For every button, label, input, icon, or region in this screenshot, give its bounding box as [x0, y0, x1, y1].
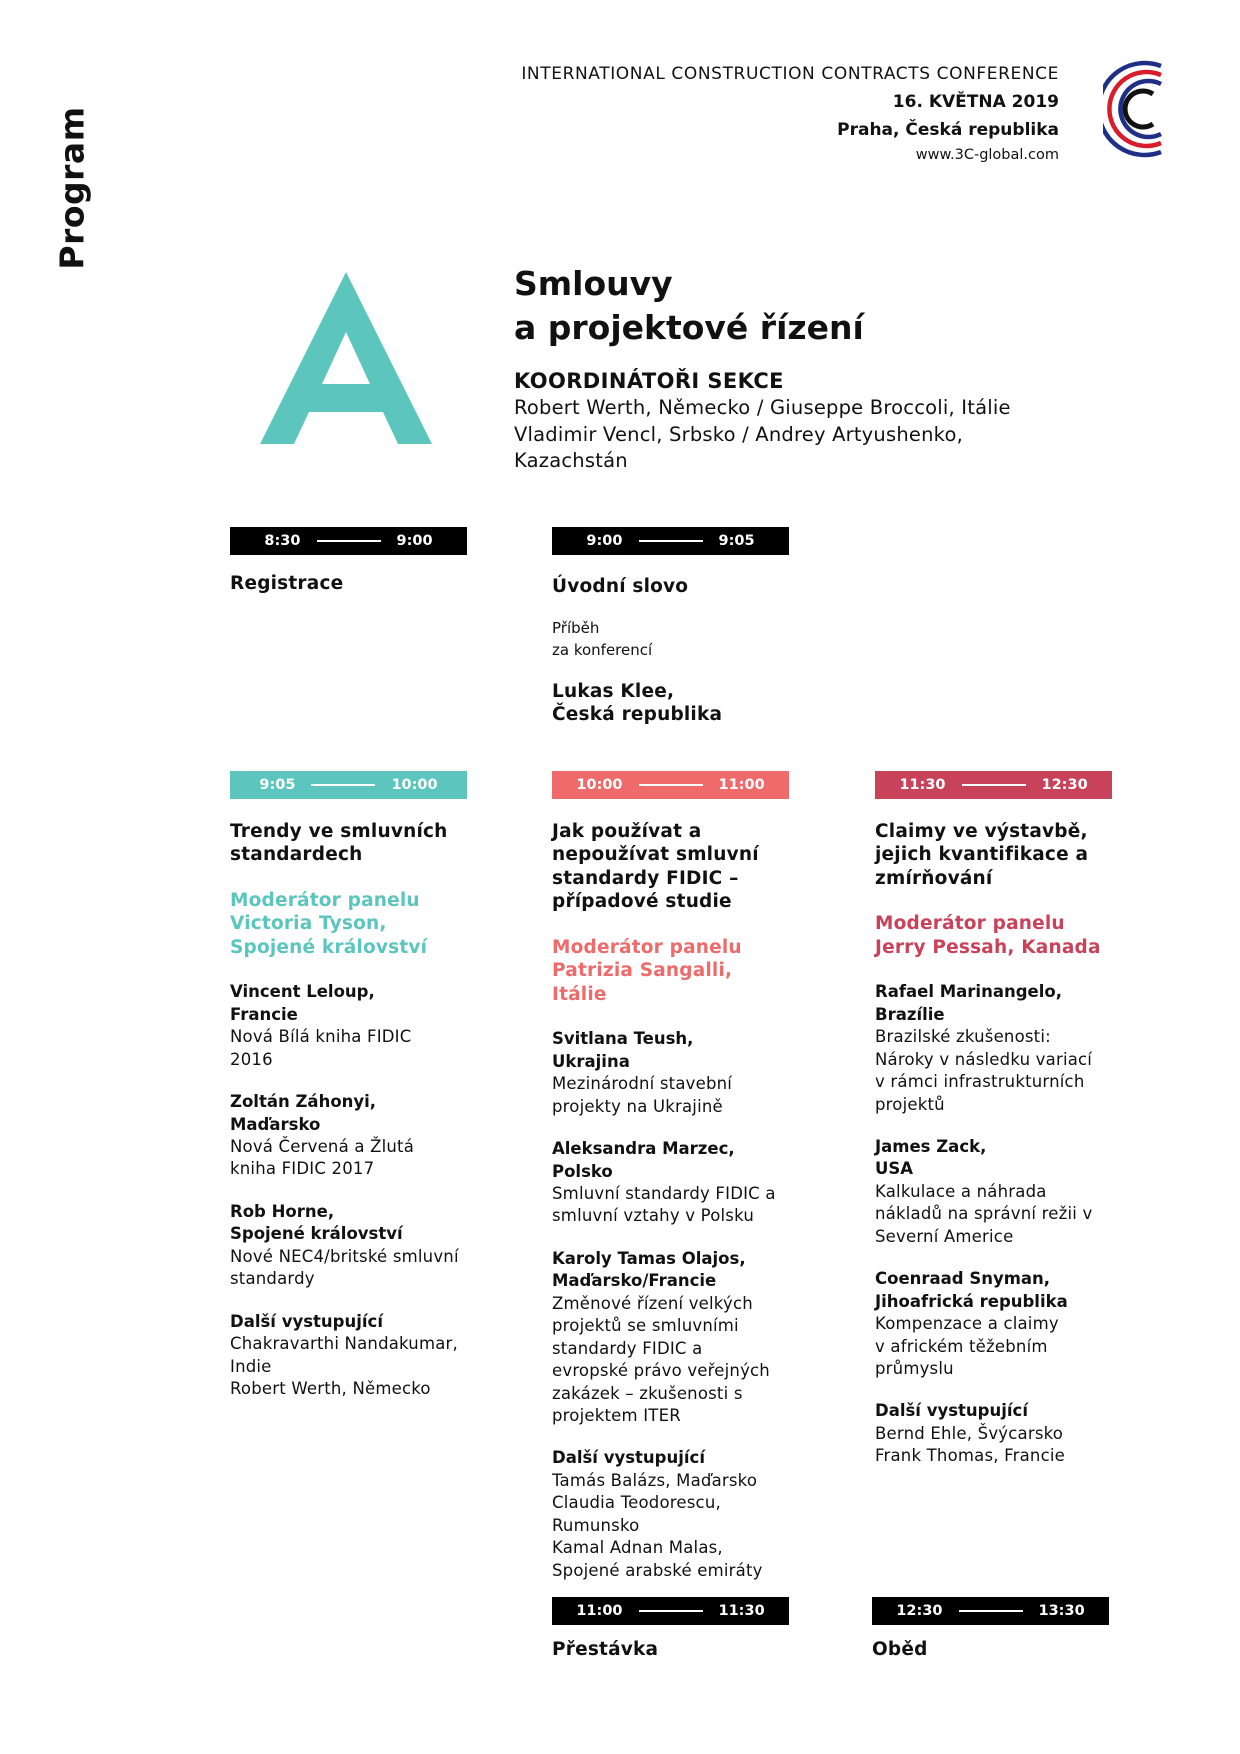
moderator-name: Jerry Pessah, Kanada	[875, 936, 1101, 958]
speaker-list	[875, 981, 1115, 1380]
time-end: 12:30	[1041, 777, 1088, 793]
moderator	[875, 912, 1115, 959]
speaker-list	[230, 981, 470, 1290]
side-title	[52, 108, 92, 268]
speaker-name	[875, 1268, 1115, 1313]
section-title-line2: a projektové řízení	[514, 307, 864, 347]
speaker-topic	[230, 1246, 470, 1291]
slot-claims	[875, 820, 1115, 1468]
speaker-country-line: Spojené království	[230, 1224, 403, 1244]
speaker-topic	[875, 1026, 1115, 1116]
topic-line: Nároky v následku variací	[875, 1049, 1093, 1069]
speaker-item	[230, 1201, 470, 1291]
speaker-name-line: Aleksandra Marzec,	[552, 1139, 735, 1159]
topic-line: projektem ITER	[552, 1405, 681, 1425]
title-line: Claimy ve výstavbě,	[875, 821, 1088, 842]
time-start: 9:05	[259, 777, 296, 793]
speaker-country-line: Česká republika	[552, 704, 723, 726]
speaker-name	[552, 680, 792, 727]
time-bar-fidic	[552, 771, 789, 799]
topic-line: zakázek – zkušenosti s	[552, 1383, 743, 1403]
other-speaker-line: Robert Werth, Německo	[230, 1378, 431, 1398]
moderator-name: Patrizia Sangalli, Itálie	[552, 960, 733, 1005]
other-speakers	[552, 1447, 792, 1582]
topic-line: projektů se smluvními	[552, 1316, 739, 1336]
speaker-topic	[230, 1136, 470, 1181]
other-speakers-list	[230, 1333, 470, 1400]
slot-trends	[230, 820, 470, 1400]
speaker-name-line: James Zack,	[875, 1137, 987, 1157]
speaker-name	[230, 981, 470, 1026]
speaker-item	[875, 1268, 1115, 1380]
title-line: jejich kvantifikace a	[875, 844, 1089, 866]
other-speakers-label: Další vystupující	[230, 1311, 383, 1331]
subtitle-line: Příběh	[552, 619, 600, 638]
speaker-name	[552, 1248, 792, 1293]
topic-line: v rámci infrastrukturních	[875, 1072, 1085, 1092]
speaker-country-line: Maďarsko/Francie	[552, 1271, 717, 1291]
time-separator	[962, 784, 1026, 786]
section-header	[514, 262, 1074, 473]
topic-line: evropské právo veřejných	[552, 1361, 770, 1381]
speaker-item	[230, 1091, 470, 1181]
conference-website[interactable]: www.3C-global.com	[915, 147, 1059, 164]
topic-line: Mezinárodní stavební	[552, 1074, 733, 1094]
title-line: standardy FIDIC –	[552, 867, 739, 889]
conference-name: INTERNATIONAL CONSTRUCTION CONTRACTS CONFERENCE	[521, 64, 1059, 84]
other-speaker-line: Bernd Ehle, Švýcarsko	[875, 1423, 1064, 1443]
time-bar-break	[552, 1597, 789, 1625]
speaker-item	[230, 981, 470, 1071]
title-line: případové studie	[552, 891, 732, 913]
other-speakers-list	[875, 1423, 1115, 1468]
time-bar-lunch	[872, 1597, 1109, 1625]
moderator	[230, 889, 470, 959]
speaker-topic	[230, 1026, 470, 1071]
speaker-name-line: Svitlana Teush,	[552, 1029, 694, 1049]
speaker-topic	[552, 1293, 792, 1428]
speaker-country-line: Ukrajina	[552, 1051, 630, 1071]
time-bar-trends	[230, 771, 467, 799]
speaker-name	[875, 1136, 1115, 1181]
speaker-name	[230, 1201, 470, 1246]
other-speaker-line: Chakravarthi Nandakumar,	[230, 1334, 458, 1354]
speaker-name	[552, 1138, 792, 1183]
speaker-country-line: USA	[875, 1159, 914, 1179]
speaker-country-line: Jihoafrická republika	[875, 1291, 1068, 1311]
other-speaker-line: Kamal Adnan Malas,	[552, 1538, 723, 1558]
time-bar-welcome	[552, 527, 789, 555]
slot-title: Registrace	[230, 573, 344, 594]
slot-welcome	[552, 575, 792, 727]
time-start: 11:00	[576, 1603, 623, 1619]
time-start: 8:30	[264, 533, 301, 549]
slot-title: Úvodní slovo	[552, 576, 689, 597]
conference-city: Praha, Česká republika	[837, 120, 1059, 141]
topic-line: Změnové řízení velkých	[552, 1293, 753, 1313]
moderator-label: Moderátor panelu	[875, 913, 1065, 935]
speaker-name	[875, 981, 1115, 1026]
topic-line: standardy	[230, 1269, 315, 1289]
subtitle-line: za konferencí	[552, 641, 653, 660]
speaker-name	[230, 1091, 470, 1136]
coordinators-label: KOORDINÁTOŘI SEKCE	[514, 369, 784, 394]
time-end: 10:00	[391, 777, 438, 793]
speaker-country-line: Brazílie	[875, 1004, 945, 1024]
time-start: 10:00	[576, 777, 623, 793]
topic-line: Nová Bílá kniha FIDIC	[230, 1027, 412, 1047]
time-end: 11:00	[718, 777, 765, 793]
slot-title	[875, 820, 1115, 890]
speaker-name-line: Rob Horne,	[230, 1201, 335, 1221]
topic-line: průmyslu	[875, 1358, 954, 1378]
side-title-text: Program	[52, 106, 92, 270]
coordinators-line1: Robert Werth, Německo / Giuseppe Broccoli, Itálie	[514, 396, 1011, 420]
conference-header	[521, 60, 1059, 168]
topic-line: Nové NEC4/britské smluvní	[230, 1246, 459, 1266]
time-separator	[639, 784, 703, 786]
speaker-name-line: Lukas Klee,	[552, 680, 675, 702]
slot-registration	[230, 572, 470, 595]
other-speakers-label: Další vystupující	[552, 1448, 705, 1468]
topic-line: Kompenzace a claimy	[875, 1314, 1059, 1334]
time-end: 9:00	[396, 533, 433, 549]
time-bar-registration	[230, 527, 467, 555]
slot-break	[552, 1638, 792, 1661]
speaker-item	[875, 1136, 1115, 1248]
speaker-item	[875, 981, 1115, 1116]
topic-line: 2016	[230, 1049, 273, 1069]
moderator-label: Moderátor panelu	[230, 889, 420, 911]
time-separator	[959, 1610, 1023, 1612]
moderator	[552, 936, 792, 1006]
section-letter-a	[260, 272, 432, 444]
topic-line: v africkém těžebním	[875, 1336, 1048, 1356]
slot-fidic	[552, 820, 792, 1582]
title-line: nepoužívat smluvní	[552, 844, 759, 866]
conference-date: 16. KVĚTNA 2019	[892, 92, 1059, 113]
topic-line: Brazilské zkušenosti:	[875, 1027, 1051, 1047]
topic-line: Severní Americe	[875, 1226, 1014, 1246]
topic-line: Kalkulace a náhrada	[875, 1181, 1047, 1201]
speaker-country-line: Polsko	[552, 1161, 613, 1181]
speaker-name-line: Vincent Leloup,	[230, 982, 375, 1002]
topic-line: standardy FIDIC a	[552, 1338, 703, 1358]
speaker-name-line: Rafael Marinangelo,	[875, 982, 1062, 1002]
slot-title: Oběd	[872, 1639, 928, 1660]
slot-lunch	[872, 1638, 1112, 1661]
speaker-topic	[552, 1073, 792, 1118]
other-speaker-line: Indie	[230, 1356, 272, 1376]
other-speakers-label: Další vystupující	[875, 1401, 1028, 1421]
other-speaker-line: Frank Thomas, Francie	[875, 1446, 1065, 1466]
topic-line: Smluvní standardy FIDIC a	[552, 1184, 776, 1204]
moderator-name: Victoria Tyson,	[230, 913, 387, 935]
time-end: 11:30	[718, 1603, 765, 1619]
topic-line: projekty na Ukrajině	[552, 1096, 723, 1116]
time-separator	[317, 540, 381, 542]
speaker-topic	[875, 1313, 1115, 1380]
other-speakers	[875, 1400, 1115, 1467]
speaker-name-line: Zoltán Záhonyi,	[230, 1092, 377, 1112]
title-line: zmírňování	[875, 867, 993, 889]
section-title-line1: Smlouvy	[514, 264, 673, 303]
coordinators-line2: Vladimir Vencl, Srbsko / Andrey Artyushenko, Kazachstán	[514, 423, 963, 472]
time-end: 9:05	[718, 533, 755, 549]
other-speakers	[230, 1311, 470, 1401]
speaker-topic	[552, 1183, 792, 1228]
speaker-name	[552, 1028, 792, 1073]
time-bar-claims	[875, 771, 1112, 799]
time-start: 12:30	[896, 1603, 943, 1619]
time-start: 9:00	[586, 533, 623, 549]
moderator-label: Moderátor panelu	[552, 936, 742, 958]
slot-title	[552, 820, 792, 914]
speaker-item	[552, 1138, 792, 1228]
other-speaker-line: Claudia Teodorescu,	[552, 1493, 721, 1513]
moderator-country: Spojené království	[230, 936, 428, 958]
speaker-list	[552, 1028, 792, 1427]
speaker-name-line: Coenraad Snyman,	[875, 1269, 1051, 1289]
other-speaker-line: Tamás Balázs, Maďarsko	[552, 1470, 758, 1490]
topic-line: projektů	[875, 1094, 945, 1114]
topic-line: Nová Červená a Žlutá	[230, 1137, 415, 1157]
slot-subtitle	[552, 618, 792, 662]
speaker-item	[552, 1028, 792, 1118]
other-speaker-line: Rumunsko	[552, 1515, 640, 1535]
slot-title: Přestávka	[552, 1639, 659, 1660]
time-start: 11:30	[899, 777, 946, 793]
3C-logo	[1103, 56, 1169, 162]
time-separator	[639, 540, 703, 542]
title-line: Trendy ve smluvních	[230, 821, 448, 842]
speaker-topic	[875, 1181, 1115, 1248]
time-end: 13:30	[1038, 1603, 1085, 1619]
topic-line: nákladů na správní režii v	[875, 1204, 1093, 1224]
time-separator	[311, 784, 375, 786]
topic-line: kniha FIDIC 2017	[230, 1159, 375, 1179]
speaker-country-line: Maďarsko	[230, 1114, 321, 1134]
other-speakers-list	[552, 1470, 792, 1582]
slot-title	[230, 820, 470, 867]
title-line: standardech	[230, 844, 363, 866]
topic-line: smluvní vztahy v Polsku	[552, 1206, 754, 1226]
other-speaker-line: Spojené arabské emiráty	[552, 1560, 763, 1580]
time-separator	[639, 1610, 703, 1612]
speaker-item	[552, 1248, 792, 1428]
speaker-country-line: Francie	[230, 1004, 298, 1024]
speaker-name-line: Karoly Tamas Olajos,	[552, 1248, 746, 1268]
title-line: Jak používat a	[552, 821, 702, 842]
